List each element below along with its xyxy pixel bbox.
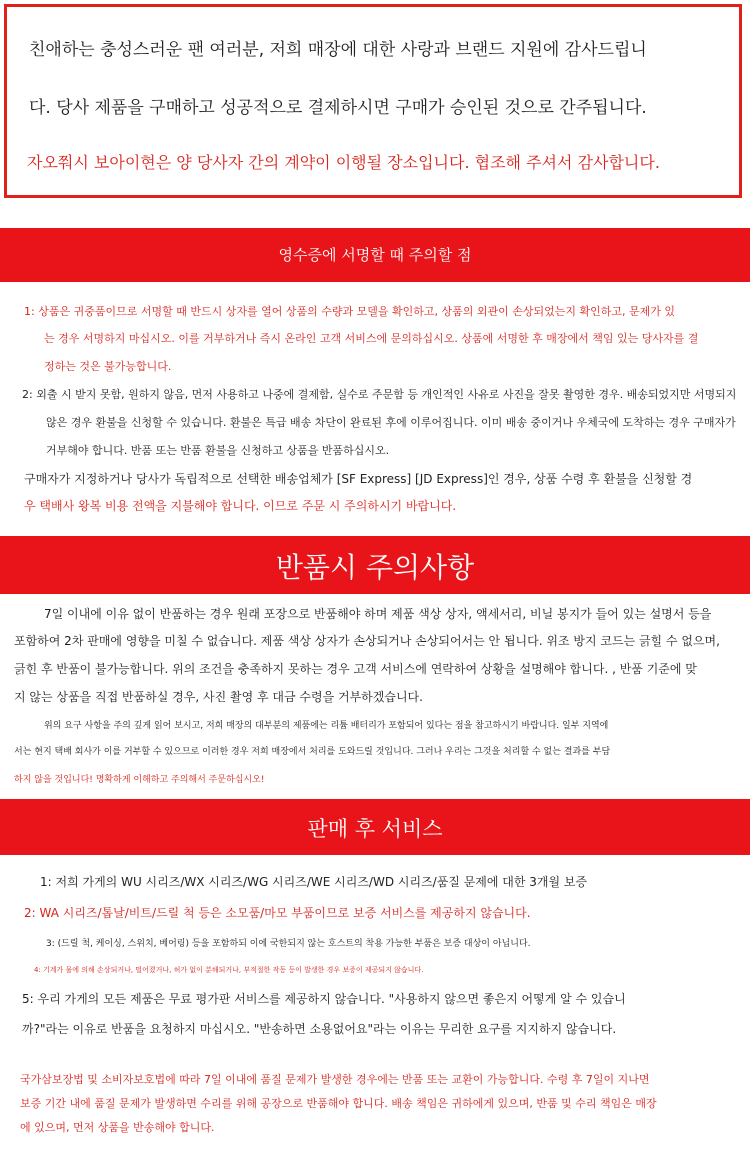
receipt-banner bbox=[0, 228, 750, 282]
receipt-item2-line2: 않은 경우 환불을 신청할 수 있습니다. 환불은 특급 배송 차단이 완료된 후에 이루어집니다. 이미 배송 중이거나 우체국에 도착하는 경우 구매자가 bbox=[46, 416, 736, 429]
aftersales-law-line3: 에 있으며, 먼저 상품을 반송해야 합니다. bbox=[20, 1121, 215, 1134]
receipt-item3-line2: 우 택배사 왕복 비용 전액을 지불해야 합니다. 이므로 주문 시 주의하시기 바랍니다. bbox=[24, 499, 457, 513]
returns-para2-line2: 서는 현지 택배 회사가 이를 거부할 수 있으므로 이러한 경우 저희 매장에서 처리를 도와드릴 것입니다. 그러나 우리는 그것을 처리할 수 없는 결과를 부담 bbox=[14, 747, 611, 757]
aftersales-item2: 2: WA 시리즈/톱날/비트/드릴 척 등은 소모품/마모 부품이므로 보증 서비스를 제공하지 않습니다. bbox=[24, 906, 531, 920]
returns-para1-line2: 포함하여 2차 판매에 영향을 미칠 수 없습니다. 제품 색상 상자가 손상되거나 손상되어서는 안 됩니다. 위조 방지 코드는 긁힐 수 없으며, bbox=[14, 634, 720, 648]
aftersales-law-line1: 국가삼보장법 및 소비자보호법에 따라 7일 이내에 품질 문제가 발생한 경우에는 반품 또는 교환이 가능합니다. 수령 후 7일이 지나면 bbox=[20, 1073, 650, 1086]
aftersales-item4: 4: 기계가 물에 의해 손상되거나, 떨어졌거나, 허가 없이 분해되거나, 부적절한 작동 등이 발생한 경우 보증이 제공되지 않습니다. bbox=[34, 966, 424, 974]
aftersales-law-line2: 보증 기간 내에 품질 문제가 발생하면 수리를 위해 공장으로 반품해야 합니다. 배송 책임은 귀하에게 있으며, 반품 및 수리 책임은 매장 bbox=[20, 1097, 657, 1110]
intro-line-3: 자오쭤시 보아이현은 양 당사자 간의 계약이 이행될 장소입니다. 협조해 주셔서 감사합니다. bbox=[27, 153, 660, 172]
receipt-item1-line3: 정하는 것은 불가능합니다. bbox=[44, 360, 172, 373]
aftersales-item1: 1: 저희 가게의 WU 시리즈/WX 시리즈/WG 시리즈/WE 시리즈/WD 시리즈/품질 문제에 대한 3개월 보증 bbox=[40, 875, 588, 889]
aftersales-item5-line1: 5: 우리 가게의 모든 제품은 무료 평가판 서비스를 제공하지 않습니다. "사용하지 않으면 좋은지 어떻게 알 수 있습니 bbox=[22, 992, 626, 1006]
returns-para1-line1: 7일 이내에 이유 없이 반품하는 경우 원래 포장으로 반품해야 하며 제품 색상 상자, 액세서리, 비닐 봉지가 들어 있는 설명서 등을 bbox=[44, 607, 712, 621]
aftersales-item5-line2: 까?"라는 이유로 반품을 요청하지 마십시오. "반송하면 소용없어요"라는 이유는 무리한 요구를 지지하지 않습니다. bbox=[22, 1022, 617, 1036]
returns-title: 반품시 주의사항 bbox=[275, 551, 475, 584]
aftersales-item3: 3: (드릴 척, 케이싱, 스위치, 베어링) 등을 포함하되 이에 국한되지 않는 호스트의 착용 가능한 부품은 보증 대상이 아닙니다. bbox=[46, 939, 531, 949]
aftersales-title: 판매 후 서비스 bbox=[307, 817, 443, 841]
receipt-item3-line1: 구매자가 지정하거나 당사가 독립적으로 선택한 배송업체가 [SF Express] [JD Express]인 경우, 상품 수령 후 환불을 신청할 경 bbox=[24, 472, 693, 486]
receipt-item1-line1: 1: 상품은 귀중품이므로 서명할 때 반드시 상자를 열어 상품의 수량과 모델을 확인하고, 상품의 외관이 손상되었는지 확인하고, 문제가 있 bbox=[24, 305, 675, 318]
intro-line-1: 친애하는 충성스러운 팬 여러분, 저희 매장에 대한 사랑과 브랜드 지원에 감사드립니 bbox=[29, 40, 647, 60]
returns-para1-line4: 지 않는 상품을 직접 반품하실 경우, 사진 촬영 후 대금 수령을 거부하겠습니다. bbox=[14, 690, 423, 704]
returns-banner bbox=[0, 536, 750, 594]
intro-box bbox=[4, 4, 742, 198]
returns-para2-line3: 하지 않을 것입니다! 명확하게 이해하고 주의해서 주문하십시오! bbox=[14, 775, 265, 785]
receipt-item2-line3: 거부해야 합니다. 반품 또는 반품 환불을 신청하고 상품을 반품하십시오. bbox=[46, 444, 390, 457]
returns-para2-line1: 위의 요구 사항을 주의 깊게 읽어 보시고, 저희 매장의 대부분의 제품에는 리튬 배터리가 포함되어 있다는 점을 참고하시기 바랍니다. 일부 지역에 bbox=[44, 721, 609, 731]
receipt-item1-line2: 는 경우 서명하지 마십시오. 이를 거부하거나 즉시 온라인 고객 서비스에 문의하십시오. 상품에 서명한 후 매장에서 책임 있는 당사자를 결 bbox=[44, 332, 699, 345]
returns-para1-line3: 긁힌 후 반품이 불가능합니다. 위의 조건을 충족하지 못하는 경우 고객 서비스에 연락하여 상황을 설명해야 합니다. , 반품 기준에 맞 bbox=[14, 662, 697, 676]
receipt-item2-line1: 2: 외출 시 받지 못함, 원하지 않음, 먼저 사용하고 나중에 결제함, 실수로 주문함 등 개인적인 사유로 사진을 잘못 촬영한 경우. 배송되었지만 서명되지 bbox=[22, 388, 737, 401]
intro-line-2: 다. 당사 제품을 구매하고 성공적으로 결제하시면 구매가 승인된 것으로 간주됩니다. bbox=[29, 98, 647, 118]
aftersales-banner bbox=[0, 799, 750, 855]
receipt-title: 영수증에 서명할 때 주의할 점 bbox=[278, 246, 472, 264]
